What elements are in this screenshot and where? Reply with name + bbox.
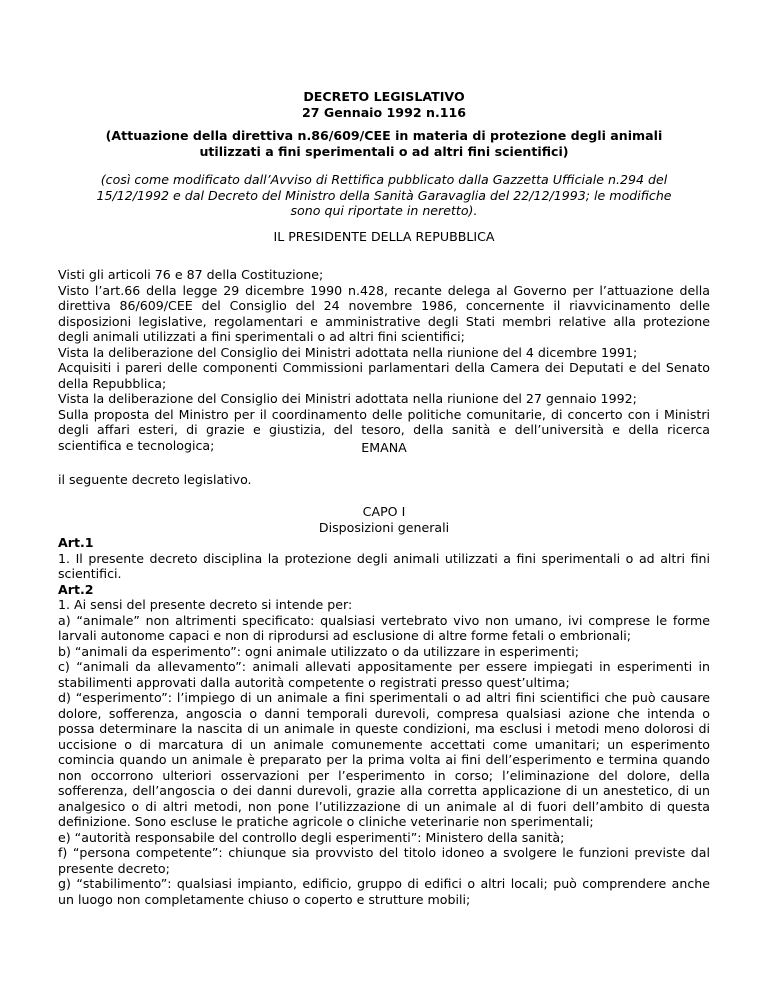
amendment-note <box>0 172 768 219</box>
decree-title-line-2: 27 Gennaio 1992 n.116 <box>301 104 467 120</box>
preamble-paragraph: Vista la deliberazione del Consiglio dei Ministri adottata nella riunione del 27 gennaio 1992; <box>58 391 637 406</box>
article-2-item: d) “esperimento”: l’impiego di un animale a fini sperimentali o ad altri fini scientifici che può causare dolore, sofferenza, angoscia o danni temporali durevoli, compresa qualsiasi azione che intenda o possa determinare la nascita di un animale in queste condizioni, ma esclusi i metodi meno dolorosi di uccisione o di marcatura di un animale comunemente accettati come umanitari; un esperimento comincia quando un animale è preparato per la prima volta ai fini dell’esperimento e termina quando non occorrono ulteriori osservazioni per l’esperimento in corso; l’eliminazione del dolore, della sofferenza, dell’angoscia o dei danni durevoli, grazie alla corretta applicazione di un anestetico, di un analgesico o di altri metodi, non pone l’utilizzazione di un animale al di fuori dell’ambito di questa definizione. Sono escluse le pratiche agricole o cliniche veterinarie non sperimentali; <box>58 690 710 829</box>
article-1-heading: Art.1 <box>58 535 94 550</box>
article-2-item: 1. Ai sensi del presente decreto si intende per: <box>58 597 353 612</box>
article-2-item: g) “stabilimento”: qualsiasi impianto, edificio, gruppo di edifici o altri locali; può comprendere anche un luogo non completamente chiuso o coperto e strutture mobili; <box>58 876 710 907</box>
preamble <box>58 267 710 453</box>
decree-subtitle-line-2: utilizzati a fini sperimentali o ad altri fini scientifici) <box>199 143 569 159</box>
chapter-heading <box>0 504 768 535</box>
article-2-item: f) “persona competente”: chiunque sia provvisto del titolo idoneo a svolgere le funzioni previste dal presente decreto; <box>58 845 710 876</box>
amendment-note-line-3: sono qui riportate in neretto). <box>290 203 478 218</box>
chapter-title: Disposizioni generali <box>318 519 450 535</box>
article-2-item: b) “animali da esperimento”: ogni animale utilizzato o da utilizzare in esperimenti; <box>58 643 579 659</box>
preamble-paragraph: Visto l’art.66 della legge 29 dicembre 1990 n.428, recante delega al Governo per l’attuazione della direttiva 86/609/CEE del Consiglio del 24 novembre 1986, concernente il riavvicinamento delle disposizioni legislative, regolamentari e amministrative degli Stati membri relative alla protezione degli animali utilizzati a fini sperimentali o ad altri fini scientifici; <box>58 282 710 344</box>
amendment-note-line-1: (così come modificato dall’Avviso di Rettifica pubblicato dalla Gazzetta Ufficiale n.294 del <box>100 172 668 187</box>
emana-heading: EMANA <box>361 440 407 455</box>
article-2-heading: Art.2 <box>58 581 94 597</box>
decree-subtitle <box>0 128 768 159</box>
preamble-paragraph: Vista la deliberazione del Consiglio dei Ministri adottata nella riunione del 4 dicembre 1991; <box>58 344 638 360</box>
decree-title-line-1: DECRETO LEGISLATIVO <box>303 89 465 104</box>
decree-subtitle-line-1: (Attuazione della direttiva n.86/609/CEE in materia di protezione degli animali <box>105 128 663 143</box>
intro-text: il seguente decreto legislativo. <box>58 472 252 487</box>
preamble-paragraph: Acquisiti i pareri delle componenti Commissioni parlamentari della Camera dei Deputati e del Senato della Repubblica; <box>58 360 710 391</box>
article-2-item: c) “animali da allevamento”: animali allevati appositamente per essere impiegati in esperimenti in stabilimenti approvati dalla autorità competente o registrati presso quest’ultima; <box>58 659 710 690</box>
chapter-label: CAPO I <box>362 504 406 519</box>
article-2-item: e) “autorità responsabile del controllo degli esperimenti”: Ministero della sanità; <box>58 829 565 845</box>
decree-title <box>0 89 768 120</box>
articles <box>58 535 710 907</box>
president-heading: IL PRESIDENTE DELLA REPUBBLICA <box>273 229 495 244</box>
article-2-item: a) “animale” non altrimenti specificato: qualsiasi vertebrato vivo non umano, ivi comprese le forme larvali autonome capaci e non di riprodursi ad esclusione di altre forme fetali o embrionali; <box>58 612 710 643</box>
amendment-note-line-2: 15/12/1992 e dal Decreto del Ministro della Sanità Garavaglia del 22/12/1993; le modifiche <box>96 187 672 203</box>
article-1-text: 1. Il presente decreto disciplina la protezione degli animali utilizzati a fini sperimentali o ad altri fini scientifici. <box>58 550 710 581</box>
preamble-paragraph: Sulla proposta del Ministro per il coordinamento delle politiche comunitarie, di concerto con i Ministri degli affari esteri, di grazie e giustizia, del tesoro, della sanità e dell’università e della ricerca scientifica e tecnologica; <box>58 406 710 453</box>
preamble-paragraph: Visti gli articoli 76 e 87 della Costituzione; <box>58 267 324 282</box>
